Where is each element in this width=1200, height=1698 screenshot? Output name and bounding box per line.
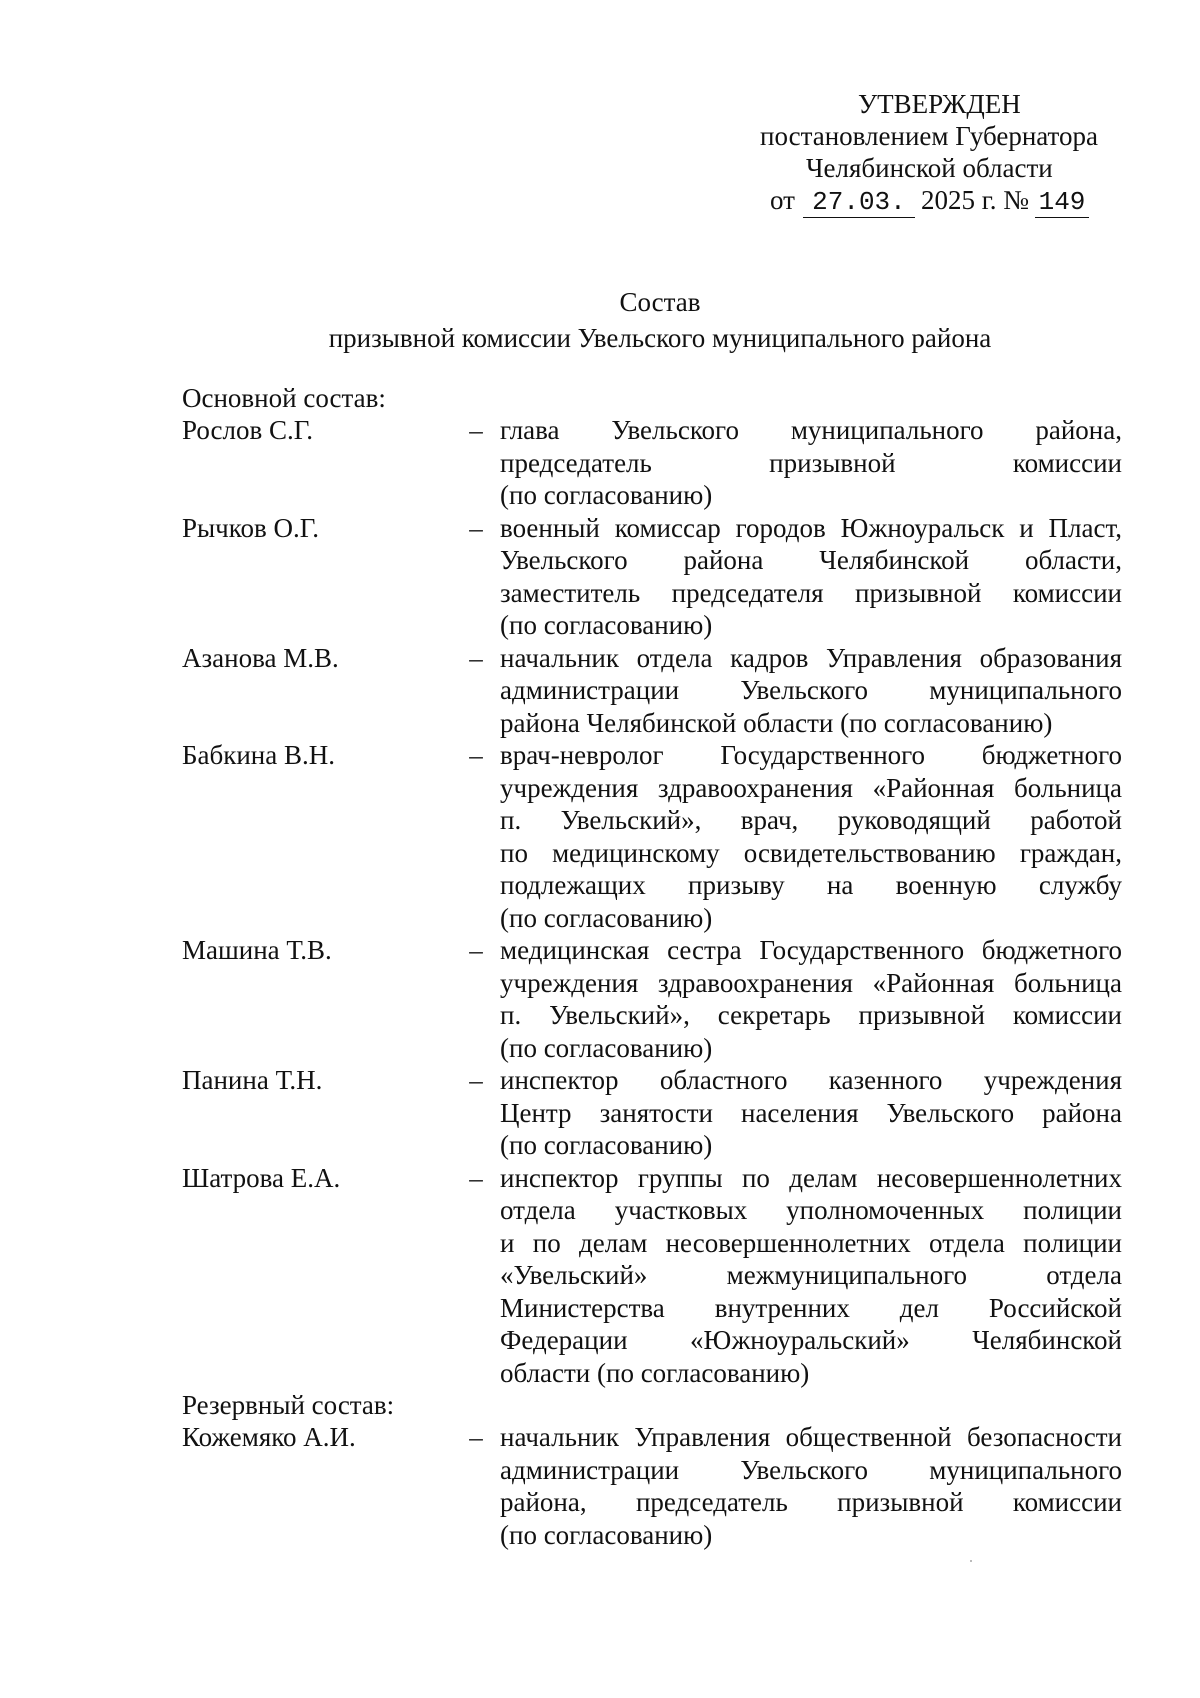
member-position <box>500 1421 1122 1551</box>
member-position-line: п. Увельский», секретарь призывной комиссии <box>500 1000 1122 1030</box>
member-position-line: учреждения здравоохранения «Районная больница <box>500 967 1122 998</box>
member-position-line: (по согласованию) <box>500 902 713 933</box>
member-position-line: и по делам несовершеннолетних отдела полиции <box>500 1227 1122 1258</box>
member-position-line: «Увельский» межмуниципального отдела <box>500 1260 1122 1290</box>
member-position-line: администрации Увельского муниципального <box>500 1454 1122 1485</box>
member-position-line: медицинская сестра Государственного бюджетного <box>500 935 1122 965</box>
member-row <box>182 739 1122 934</box>
member-dash: – <box>469 1065 483 1095</box>
member-row <box>182 1064 1122 1162</box>
approval-date-value: 27.03. <box>803 187 915 218</box>
member-position-line: (по согласованию) <box>500 480 713 510</box>
member-position-line: района Челябинской области (по согласованию) <box>500 707 1053 738</box>
member-position-line: глава Увельского муниципального района, <box>500 415 1122 445</box>
member-position-line: военный комиссар городов Южноуральск и Пласт, <box>500 512 1122 543</box>
approval-year-number-label: 2025 г. № <box>920 185 1029 215</box>
member-dash: – <box>469 512 483 543</box>
member-name: Рычков О.Г. <box>182 512 320 543</box>
member-dash: – <box>469 740 483 770</box>
member-row <box>182 512 1122 642</box>
member-name: Шатрова Е.А. <box>182 1162 341 1193</box>
approval-number-value: 149 <box>1035 187 1089 218</box>
member-position-line: начальник отдела кадров Управления образования <box>500 642 1122 673</box>
approval-stamp <box>760 88 1120 216</box>
member-position-line: начальник Управления общественной безопасности <box>500 1422 1122 1452</box>
commission-roster <box>182 382 1122 1551</box>
member-position-line: инспектор областного казенного учреждения <box>500 1065 1122 1095</box>
member-position-line: (по согласованию) <box>500 1032 713 1063</box>
member-position-line: (по согласованию) <box>500 1519 713 1550</box>
member-name: Панина Т.Н. <box>182 1065 323 1095</box>
member-position <box>500 512 1122 642</box>
member-position-line: Центр занятости населения Увельского района <box>500 1097 1122 1128</box>
member-dash: – <box>469 1162 483 1193</box>
member-position-line: по медицинскому освидетельствованию граждан, <box>500 837 1122 868</box>
member-dash: – <box>469 935 483 965</box>
member-name: Машина Т.В. <box>182 935 332 965</box>
member-position-line: подлежащих призыву на военную службу <box>500 870 1122 900</box>
member-row <box>182 934 1122 1064</box>
scan-speck <box>970 1560 972 1562</box>
member-position-line: района, председатель призывной комиссии <box>500 1487 1122 1517</box>
member-row <box>182 414 1122 512</box>
member-position-line: председатель призывной комиссии <box>500 447 1122 478</box>
member-row <box>182 1421 1122 1551</box>
member-name: Рослов С.Г. <box>182 415 314 445</box>
member-row <box>182 642 1122 740</box>
main-members-list <box>182 414 1122 1389</box>
approval-region-line: Челябинской области <box>806 153 1053 183</box>
member-position-line: Министерства внутренних дел Российской <box>500 1292 1122 1323</box>
member-name: Азанова М.В. <box>182 642 339 673</box>
member-position-line: врач-невролог Государственного бюджетного <box>500 740 1122 770</box>
member-position-line: Федерации «Южноуральский» Челябинской <box>500 1325 1122 1355</box>
main-section-label: Основной состав: <box>182 383 386 413</box>
member-position <box>500 1064 1122 1162</box>
title-subheading: призывной комиссии Увельского муниципального района <box>328 323 992 353</box>
member-position-line: инспектор группы по делам несовершеннолетних <box>500 1162 1122 1193</box>
title-heading: Состав <box>619 287 701 317</box>
member-dash: – <box>469 415 483 445</box>
member-position <box>500 739 1122 934</box>
member-dash: – <box>469 1422 483 1452</box>
member-dash: – <box>469 642 483 673</box>
member-position <box>500 642 1122 740</box>
member-position-line: (по согласованию) <box>500 1130 713 1160</box>
member-position-line: учреждения здравоохранения «Районная больница <box>500 772 1122 803</box>
member-position-line: Увельского района Челябинской области, <box>500 545 1122 575</box>
reserve-members-list <box>182 1421 1122 1551</box>
approval-heading: УТВЕРЖДЕН <box>858 89 1021 119</box>
member-position-line: отдела участковых уполномоченных полиции <box>500 1195 1122 1225</box>
approval-date-line <box>760 184 1120 216</box>
approval-decree-line: постановлением Губернатора <box>760 121 1098 151</box>
member-position <box>500 934 1122 1064</box>
reserve-section-label: Резервный состав: <box>182 1390 395 1420</box>
member-position-line: п. Увельский», врач, руководящий работой <box>500 805 1122 835</box>
approval-date-prefix: от <box>770 185 795 215</box>
member-position <box>500 1162 1122 1390</box>
member-name: Кожемяко А.И. <box>182 1422 356 1452</box>
member-name: Бабкина В.Н. <box>182 740 335 770</box>
member-position <box>500 414 1122 512</box>
member-position-line: области (по согласованию) <box>500 1357 810 1388</box>
member-position-line: (по согласованию) <box>500 610 713 640</box>
member-position-line: заместитель председателя призывной комиссии <box>500 577 1122 608</box>
member-row <box>182 1162 1122 1390</box>
member-position-line: администрации Увельского муниципального <box>500 675 1122 705</box>
